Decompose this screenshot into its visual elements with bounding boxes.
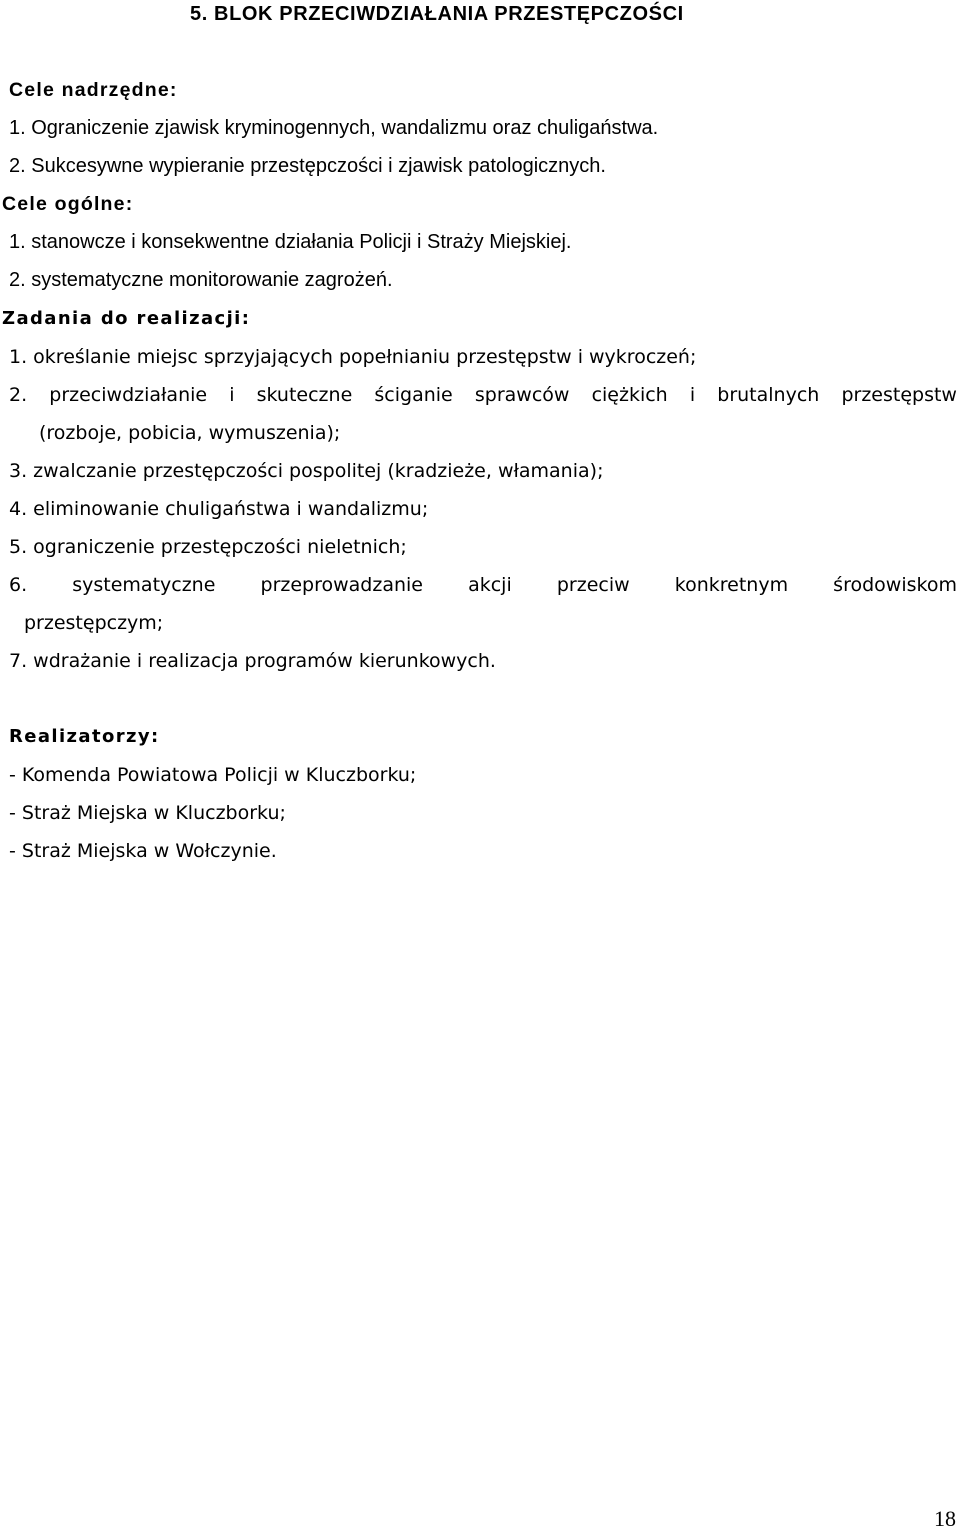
zadania-item-7: 7. wdrażanie i realizacja programów kierunkowych.	[9, 650, 496, 672]
zadania-item-6-word: środowiskom	[833, 574, 957, 596]
zadania-item-2-word: przestępstw	[841, 384, 957, 406]
page-number: 18	[934, 1506, 956, 1531]
zadania-item-2-word: 2.	[9, 384, 28, 406]
cele-nadrzedne-item-1: 1. Ograniczenie zjawisk kryminogennych, wandalizmu oraz chuligaństwa.	[9, 117, 659, 139]
cele-ogolne-item-2: 2. systematyczne monitorowanie zagrożeń.	[9, 269, 393, 291]
zadania-item-5: 5. ograniczenie przestępczości nieletnich;	[9, 536, 407, 558]
realizatorzy-item-3: - Straż Miejska w Wołczynie.	[9, 840, 277, 862]
zadania-item-2-word: ściganie	[374, 384, 453, 406]
zadania-item-6-word: przeciw	[556, 574, 630, 596]
cele-nadrzedne-item-2: 2. Sukcesywne wypieranie przestępczości i zjawisk patologicznych.	[9, 155, 606, 177]
zadania-item-2-word: skuteczne	[256, 384, 353, 406]
zadania-item-6-word: 6.	[9, 574, 28, 596]
realizatorzy-item-1: - Komenda Powiatowa Policji w Kluczborku;	[9, 764, 417, 786]
zadania-item-6	[9, 573, 957, 597]
zadania-item-6-word: konkretnym	[674, 574, 789, 596]
zadania-item-6-word: przeprowadzanie	[260, 574, 423, 596]
zadania-item-2-word: sprawców	[474, 384, 570, 406]
zadania-item-2-word: i	[229, 384, 235, 406]
zadania-item-3: 3. zwalczanie przestępczości pospolitej (kradzieże, włamania);	[9, 460, 604, 482]
zadania-item-2-continuation: (rozboje, pobicia, wymuszenia);	[39, 422, 341, 444]
zadania-item-2-word: ciężkich	[591, 384, 668, 406]
zadania-item-1: 1. określanie miejsc sprzyjających popełnianiu przestępstw i wykroczeń;	[9, 346, 697, 368]
zadania-item-6-word: akcji	[468, 574, 512, 596]
realizatorzy-heading: Realizatorzy:	[9, 726, 160, 747]
cele-ogolne-heading: Cele ogólne:	[2, 193, 134, 215]
zadania-item-6-word: systematyczne	[72, 574, 216, 596]
zadania-item-2	[9, 383, 957, 407]
cele-ogolne-item-1: 1. stanowcze i konsekwentne działania Policji i Straży Miejskiej.	[9, 231, 572, 253]
realizatorzy-item-2: - Straż Miejska w Kluczborku;	[9, 802, 286, 824]
zadania-item-6-continuation: przestępczym;	[24, 612, 164, 634]
section-title: 5. BLOK PRZECIWDZIAŁANIA PRZESTĘPCZOŚCI	[190, 3, 684, 25]
zadania-item-2-word: brutalnych	[717, 384, 820, 406]
zadania-item-2-word: przeciwdziałanie	[49, 384, 208, 406]
cele-nadrzedne-heading: Cele nadrzędne:	[9, 79, 178, 101]
zadania-item-4: 4. eliminowanie chuligaństwa i wandalizmu;	[9, 498, 429, 520]
zadania-heading: Zadania do realizacji:	[2, 308, 251, 329]
zadania-item-2-word: i	[689, 384, 696, 406]
